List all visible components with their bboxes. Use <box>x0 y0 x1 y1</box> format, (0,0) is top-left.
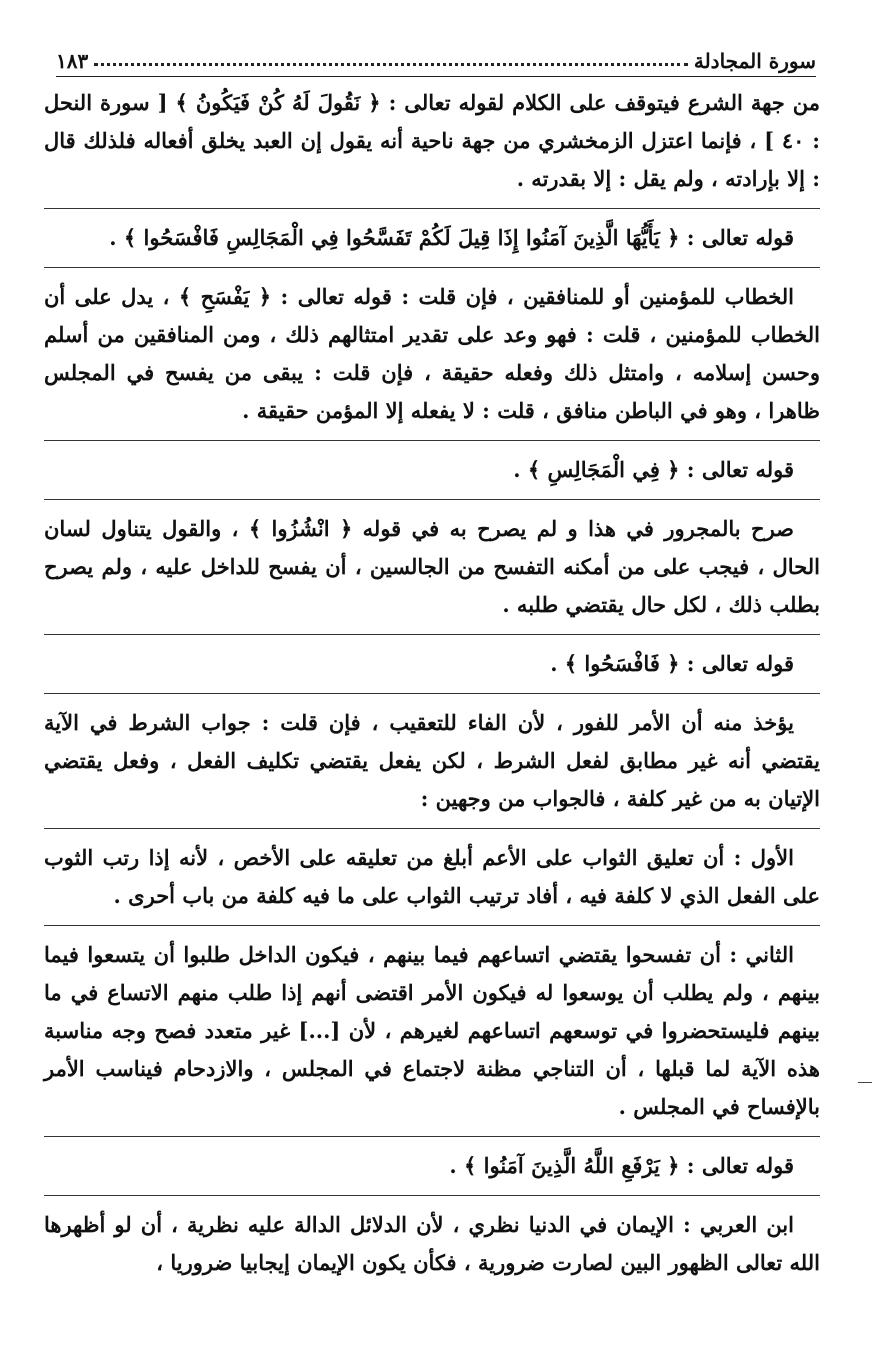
paragraph-10: قوله تعالى : ﴿ يَرْفَعِ اللَّهُ الَّذِينَ آمَنُوا ﴾ . <box>449 1153 794 1178</box>
separator-rule <box>44 1136 820 1137</box>
margin-mark <box>858 1082 872 1083</box>
page-header <box>56 42 816 77</box>
separator-rule <box>44 267 820 268</box>
paragraph-9: الثاني : أن تفسحوا يقتضي اتساعهم فيما بينهم ، فيكون الداخل طلبوا أن يتسعوا فيما بينهم ، ولم يطلب أن يوسعوا له فيكون الأمر اقتضى أنهم إذا طلب منهم الاتساع في ما بينهم فليستحضروا في توسعهم اتساعهم لغيرهم ، لأن [...] غير متعدد فصح وجه مناسبة هذه الآية لما قبلها ، أن التناجي مظنة لاجتماع في المجلس ، والازدحام فيناسب الأمر بالإفساح في المجلس . <box>44 942 820 1119</box>
separator-rule <box>44 693 820 694</box>
separator-rule <box>44 440 820 441</box>
paragraph-2: قوله تعالى : ﴿ يَأَيُّهَا الَّذِينَ آمَنُوا إِذَا قِيلَ لَكُمْ تَفَسَّحُوا فِي الْمَجَالِسِ فَافْسَحُوا ﴾ . <box>109 225 794 250</box>
page-number: ١٨٣ <box>56 49 89 73</box>
separator-rule <box>44 208 820 209</box>
paragraph-1: من جهة الشرع فيتوقف على الكلام لقوله تعالى : ﴿ نَقُولَ لَهُ كُنْ فَيَكُونُ ﴾ [ سورة النحل : ٤٠ ] ، فإنما اعتزل الزمخشري من جهة ناحية أنه يقول إن العبد يخلق أفعاله فلذلك قال : إلا بإرادته ، ولم يقل : إلا بقدرته . <box>44 90 820 191</box>
paragraph-3: الخطاب للمؤمنين أو للمنافقين ، فإن قلت : قوله تعالى : ﴿ يَفْسَحِ ﴾ ، يدل على أن الخطاب للمؤمنين ، قلت : فهو وعد على تقدير امتثالهم ذلك ، ومن المنافقين من أسلم وحسن إسلامه ، وامتثل ذلك وفعله حقيقة ، فإن قلت : يبقى من يفسح في المجلس ظاهرا ، وهو في الباطن منافق ، قلت : لا يفعله إلا المؤمن حقيقة . <box>44 284 820 423</box>
paragraph-6: قوله تعالى : ﴿ فَافْسَحُوا ﴾ . <box>550 651 794 676</box>
paragraph-11: ابن العربي : الإيمان في الدنيا نظري ، لأن الدلائل الدالة عليه نظرية ، أن لو أظهرها الله تعالى الظهور البين لصارت ضرورية ، فكأن يكون الإيمان إيجابيا ضروريا ، <box>44 1212 820 1275</box>
header-dot-leader <box>94 63 688 66</box>
separator-rule <box>44 634 820 635</box>
page-body <box>44 84 820 1292</box>
separator-rule <box>44 828 820 829</box>
paragraph-8: الأول : أن تعليق الثواب على الأعم أبلغ من تعليقه على الأخص ، لأنه إذا رتب الثوب على الفعل الذي لا كلفة فيه ، أفاد ترتيب الثواب على ما فيه كلفة من باب أحرى . <box>44 845 820 908</box>
separator-rule <box>44 925 820 926</box>
paragraph-7: يؤخذ منه أن الأمر للفور ، لأن الفاء للتعقيب ، فإن قلت : جواب الشرط في الآية يقتضي أنه غير مطابق لفعل الشرط ، لكن يفعل يقتضي تكليف الفعل ، وفعل يقتضي الإتيان به من غير كلفة ، فالجواب من وجهين : <box>44 710 820 811</box>
paragraph-5: صرح بالمجرور في هذا و لم يصرح به في قوله ﴿ انْشُزُوا ﴾ ، والقول يتناول لسان الحال ، فيجب على من أمكنه التفسح من الجالسين ، أن يفسح للداخل عليه ، ولم يصرح بطلب ذلك ، لكل حال يقتضي طلبه . <box>44 516 820 617</box>
separator-rule <box>44 1195 820 1196</box>
paragraph-4: قوله تعالى : ﴿ فِي الْمَجَالِسِ ﴾ . <box>513 457 794 482</box>
separator-rule <box>44 499 820 500</box>
chapter-title: سورة المجادلة <box>693 49 816 73</box>
